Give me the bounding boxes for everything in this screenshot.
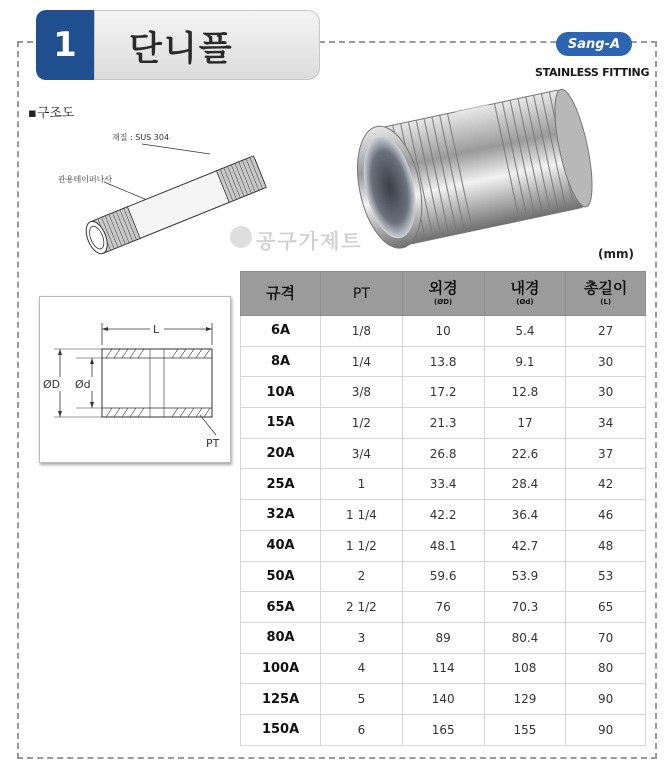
cell-size: 10A bbox=[241, 377, 321, 408]
table-row bbox=[241, 438, 646, 469]
cell-size: 150A bbox=[241, 714, 321, 745]
cell-od: 76 bbox=[402, 592, 484, 623]
cell-size: 100A bbox=[241, 653, 321, 684]
cell-od: 140 bbox=[402, 684, 484, 715]
cell-length: 27 bbox=[566, 316, 646, 347]
unit-label: (mm) bbox=[598, 247, 634, 261]
cell-length: 30 bbox=[566, 346, 646, 377]
cell-id: 70.3 bbox=[484, 592, 566, 623]
cell-od: 42.2 bbox=[402, 500, 484, 531]
cell-id: 53.9 bbox=[484, 561, 566, 592]
dimension-drawing bbox=[40, 297, 230, 462]
table-row bbox=[241, 653, 646, 684]
table-row bbox=[241, 346, 646, 377]
cell-pt: 5 bbox=[321, 684, 403, 715]
header-od: 외경 (ØD) bbox=[402, 272, 484, 316]
dim-ID: Ød bbox=[75, 378, 91, 391]
cell-id: 22.6 bbox=[484, 438, 566, 469]
cell-id: 5.4 bbox=[484, 316, 566, 347]
cell-pt: 2 bbox=[321, 561, 403, 592]
table-row bbox=[241, 377, 646, 408]
structure-label: ▪구조도 bbox=[28, 106, 75, 121]
cell-length: 70 bbox=[566, 622, 646, 653]
cell-pt: 2 1/2 bbox=[321, 592, 403, 623]
cell-size: 6A bbox=[241, 316, 321, 347]
dimension-diagram bbox=[39, 296, 231, 463]
watermark: 공구가제트 bbox=[256, 229, 363, 253]
cell-pt: 1/2 bbox=[321, 408, 403, 439]
cell-id: 36.4 bbox=[484, 500, 566, 531]
cell-id: 28.4 bbox=[484, 469, 566, 500]
cell-length: 80 bbox=[566, 653, 646, 684]
material-note: 재질 : SUS 304 bbox=[112, 133, 170, 142]
cell-od: 59.6 bbox=[402, 561, 484, 592]
product-photo bbox=[326, 72, 596, 272]
cell-pt: 6 bbox=[321, 714, 403, 745]
cell-od: 26.8 bbox=[402, 438, 484, 469]
cell-length: 48 bbox=[566, 530, 646, 561]
cell-pt: 1 1/2 bbox=[321, 530, 403, 561]
cell-pt: 4 bbox=[321, 653, 403, 684]
cell-od: 89 bbox=[402, 622, 484, 653]
product-title: 단니플 bbox=[94, 10, 320, 80]
cell-pt: 1 1/4 bbox=[321, 500, 403, 531]
table-row bbox=[241, 469, 646, 500]
cell-od: 21.3 bbox=[402, 408, 484, 439]
header-id: 내경 (Ød) bbox=[484, 272, 566, 316]
cell-od: 10 bbox=[402, 316, 484, 347]
header-pt: PT bbox=[321, 272, 403, 316]
cell-pt: 3/4 bbox=[321, 438, 403, 469]
cell-pt: 1/8 bbox=[321, 316, 403, 347]
header-size: 규격 bbox=[241, 272, 321, 316]
dim-L: L bbox=[153, 323, 160, 336]
table-row bbox=[241, 622, 646, 653]
cell-od: 17.2 bbox=[402, 377, 484, 408]
cell-size: 40A bbox=[241, 530, 321, 561]
section-header bbox=[36, 10, 320, 80]
cell-od: 114 bbox=[402, 653, 484, 684]
cell-length: 34 bbox=[566, 408, 646, 439]
cell-length: 42 bbox=[566, 469, 646, 500]
cell-id: 108 bbox=[484, 653, 566, 684]
dim-PT: PT bbox=[206, 437, 220, 450]
cell-od: 13.8 bbox=[402, 346, 484, 377]
cell-id: 42.7 bbox=[484, 530, 566, 561]
table-row bbox=[241, 500, 646, 531]
cell-length: 46 bbox=[566, 500, 646, 531]
cell-od: 48.1 bbox=[402, 530, 484, 561]
cell-pt: 1 bbox=[321, 469, 403, 500]
dim-OD: ØD bbox=[43, 378, 61, 391]
table-row bbox=[241, 714, 646, 745]
cell-pt: 3/8 bbox=[321, 377, 403, 408]
cell-length: 90 bbox=[566, 684, 646, 715]
brand-logo: Sang-A bbox=[556, 32, 632, 56]
bullet-icon: ▪ bbox=[28, 106, 37, 121]
spec-table bbox=[240, 271, 646, 746]
cell-size: 80A bbox=[241, 622, 321, 653]
cell-size: 25A bbox=[241, 469, 321, 500]
cell-id: 155 bbox=[484, 714, 566, 745]
cell-id: 12.8 bbox=[484, 377, 566, 408]
cell-length: 37 bbox=[566, 438, 646, 469]
cell-id: 9.1 bbox=[484, 346, 566, 377]
header-length: 총길이 (L) bbox=[566, 272, 646, 316]
cell-size: 8A bbox=[241, 346, 321, 377]
brand-subtitle: STAINLESS FITTING bbox=[535, 66, 650, 79]
cell-od: 33.4 bbox=[402, 469, 484, 500]
thread-note: 관용테이퍼나사 bbox=[58, 175, 113, 184]
cell-pt: 1/4 bbox=[321, 346, 403, 377]
table-row bbox=[241, 316, 646, 347]
table-row bbox=[241, 561, 646, 592]
table-header-row bbox=[241, 272, 646, 316]
cell-id: 80.4 bbox=[484, 622, 566, 653]
cell-od: 165 bbox=[402, 714, 484, 745]
cell-pt: 3 bbox=[321, 622, 403, 653]
cell-length: 30 bbox=[566, 377, 646, 408]
cell-length: 53 bbox=[566, 561, 646, 592]
table-row bbox=[241, 408, 646, 439]
cell-size: 125A bbox=[241, 684, 321, 715]
cell-size: 50A bbox=[241, 561, 321, 592]
table-row bbox=[241, 684, 646, 715]
cell-id: 129 bbox=[484, 684, 566, 715]
cell-length: 65 bbox=[566, 592, 646, 623]
cell-size: 65A bbox=[241, 592, 321, 623]
cell-size: 20A bbox=[241, 438, 321, 469]
table-row bbox=[241, 592, 646, 623]
cell-size: 32A bbox=[241, 500, 321, 531]
cell-length: 90 bbox=[566, 714, 646, 745]
section-number: 1 bbox=[36, 10, 94, 80]
cell-size: 15A bbox=[241, 408, 321, 439]
spec-table-body bbox=[241, 316, 646, 746]
table-row bbox=[241, 530, 646, 561]
cell-id: 17 bbox=[484, 408, 566, 439]
